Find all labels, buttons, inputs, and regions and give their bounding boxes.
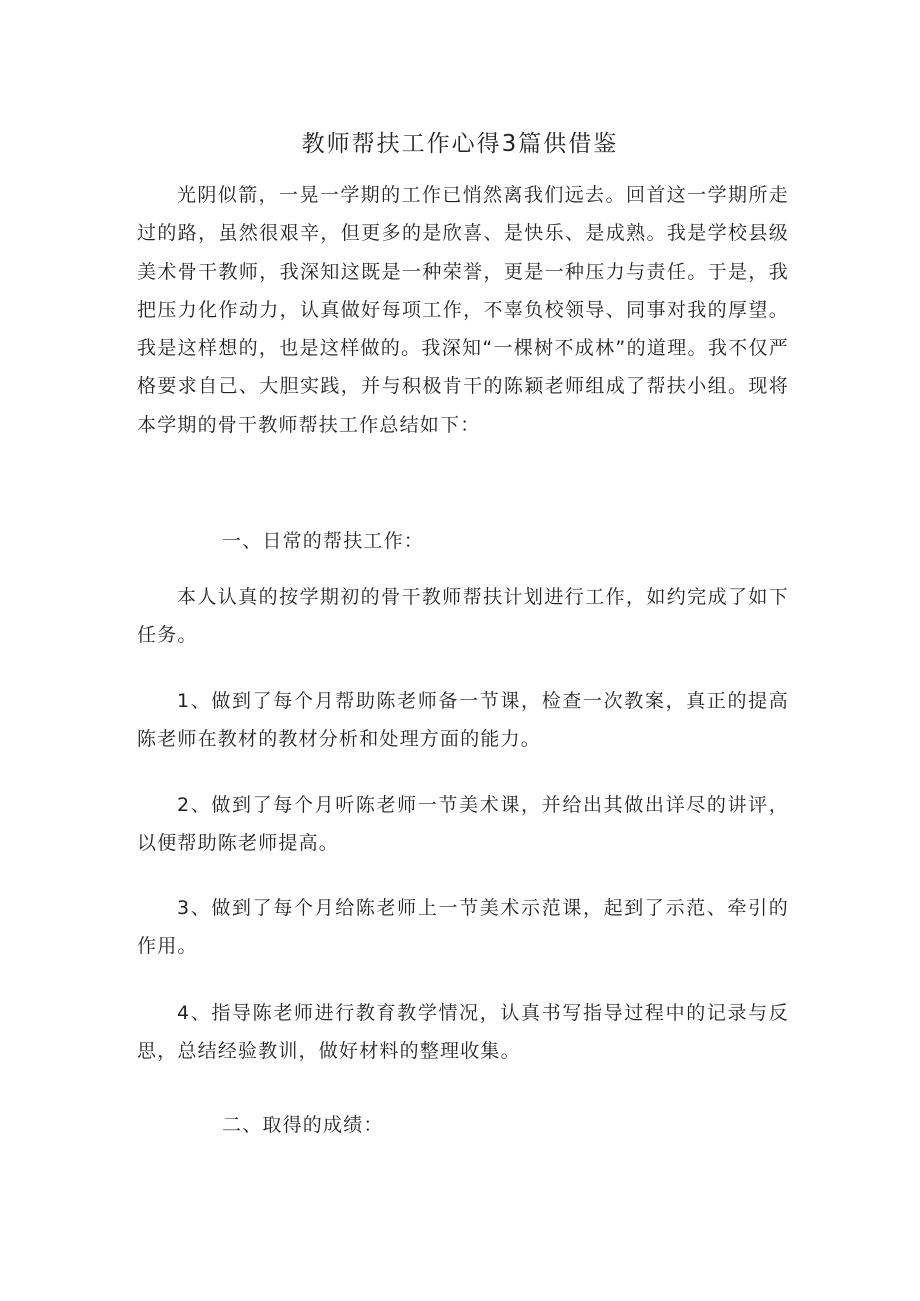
list-item-3: 3、做到了每个月给陈老师上一节美术示范课，起到了示范、牵引的作用。 (137, 897, 789, 958)
list-item-1: 1、做到了每个月帮助陈老师备一节课，检查一次教案，真正的提高陈老师在教材的教材分析和处理方面的能力。 (137, 690, 789, 751)
intro-paragraph: 光阴似箭，一晃一学期的工作已悄然离我们远去。回首这一学期所走过的路，虽然很艰辛，但更多的是欣喜、是快乐、是成熟。我是学校县级美术骨干教师，我深知这既是一种荣誉，更是一种压力与责任。于是，我把压力化作动力，认真做好每项工作，不辜负校领导、同事对我的厚望。我是这样想的，也是这样做的。我深知“一棵树不成林”的道理。我不仅严格要求自己、大胆实践，并与积极肯干的陈颖老师组成了帮扶小组。现将本学期的骨干教师帮扶工作总结如下： (137, 184, 789, 436)
list-item-2: 2、做到了每个月听陈老师一节美术课，并给出其做出详尽的讲评，以便帮助陈老师提高。 (137, 794, 789, 855)
document-title: 教师帮扶工作心得3篇供借鉴 (301, 131, 619, 157)
section1-intro-paragraph: 本人认真的按学期初的骨干教师帮扶计划进行工作，如约完成了如下任务。 (137, 586, 789, 647)
list-item-4: 4、指导陈老师进行教育教学情况，认真书写指导过程中的记录与反思，总结经验教训，做好材料的整理收集。 (137, 1002, 789, 1063)
section-heading-1: 一、日常的帮扶工作： (222, 530, 425, 552)
section-heading-2: 二、取得的成绩： (222, 1114, 384, 1136)
